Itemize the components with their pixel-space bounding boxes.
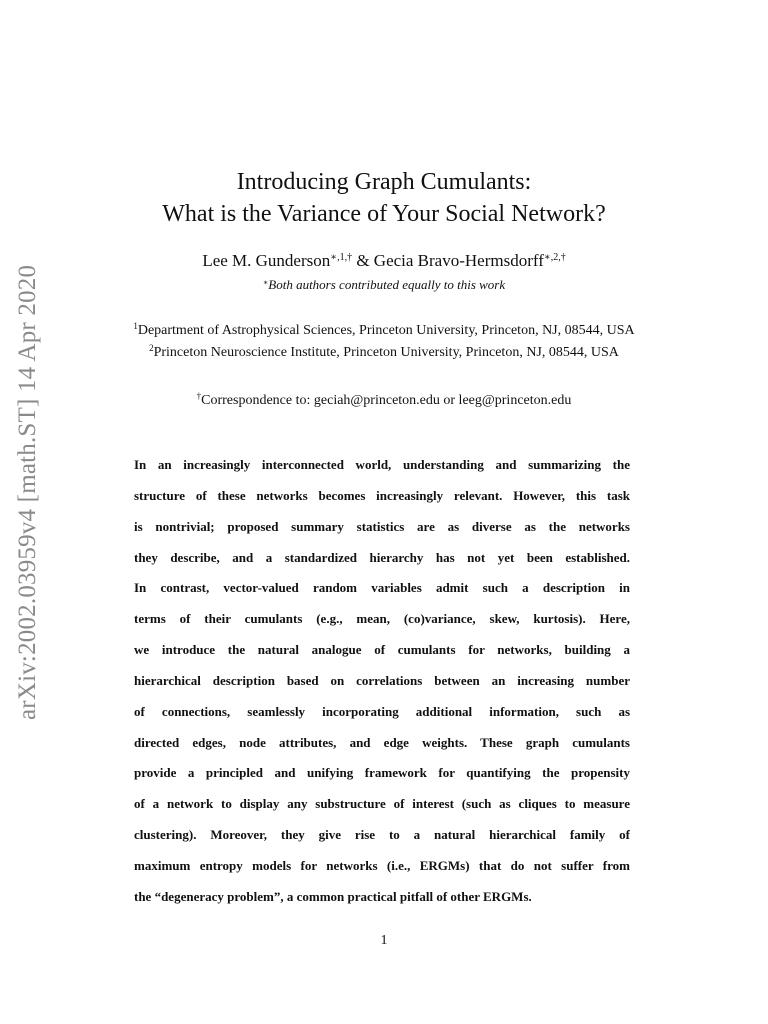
abstract-line: hierarchical description based on correlations between an increasing number — [134, 672, 630, 688]
abstract-line: terms of their cumulants (e.g., mean, (co)variance, skew, kurtosis). Here, — [134, 611, 630, 627]
paper-title — [0, 166, 768, 230]
abstract-line: of connections, seamlessly incorporating additional information, such as — [134, 703, 630, 719]
affiliations — [0, 320, 768, 364]
abstract-line: provide a principled and unifying framework for quantifying the propensity — [134, 765, 630, 781]
author-2-marks: ∗,2,† — [543, 252, 566, 263]
author-2-name: Gecia Bravo-Hermsdorff — [373, 251, 544, 270]
author-1-name: Lee M. Gunderson — [202, 251, 331, 270]
author-1-marks: ∗,1,† — [330, 252, 353, 263]
abstract-line: directed edges, node attributes, and edge weights. These graph cumulants — [134, 734, 630, 750]
equal-contribution-mark: ∗ — [262, 278, 269, 287]
title-line-2: What is the Variance of Your Social Network? — [162, 201, 606, 227]
abstract-line: In an increasingly interconnected world, understanding and summarizing the — [134, 457, 630, 472]
abstract-line: of a network to display any substructure of interest (such as cliques to measure — [134, 796, 630, 812]
abstract-line: structure of these networks becomes increasingly relevant. However, this task — [134, 487, 630, 503]
affiliation-1 — [0, 320, 768, 342]
author-connector: & — [352, 251, 374, 270]
affiliation-2-text: Princeton Neuroscience Institute, Princeton University, Princeton, NJ, 08544, USA — [153, 345, 619, 360]
page-number: 1 — [380, 933, 388, 948]
author-list — [0, 250, 768, 272]
abstract-line: is nontrivial; proposed summary statistics are as diverse as the networks — [134, 518, 630, 534]
abstract — [134, 450, 630, 913]
abstract-line: clustering). Moreover, they give rise to a natural hierarchical family of — [134, 827, 630, 843]
affiliation-2 — [0, 342, 768, 364]
correspondence-text: Correspondence to: geciah@princeton.edu or leeg@princeton.edu — [201, 393, 572, 408]
title-line-1: Introducing Graph Cumulants: — [236, 169, 532, 195]
arxiv-identifier-stamp: arXiv:2002.03959v4 [math.ST] 14 Apr 2020 — [14, 264, 41, 720]
abstract-line: maximum entropy models for networks (i.e., ERGMs) that do not suffer from — [134, 857, 630, 873]
abstract-line: we introduce the natural analogue of cumulants for networks, building a — [134, 642, 630, 658]
abstract-line: the “degeneracy problem”, a common practical pitfall of other ERGMs. — [134, 888, 532, 904]
affiliation-1-text: Department of Astrophysical Sciences, Princeton University, Princeton, NJ, 08544, USA — [137, 323, 635, 338]
equal-contribution-note — [0, 276, 768, 294]
abstract-line: they describe, and a standardized hierarchy has not yet been established. — [134, 549, 630, 565]
equal-contribution-text: Both authors contributed equally to this work — [268, 277, 506, 292]
correspondence-note — [0, 391, 768, 411]
affiliation-1-mark: 1 — [133, 321, 138, 331]
abstract-line: In contrast, vector-valued random variables admit such a description in — [134, 580, 630, 596]
correspondence-mark: † — [196, 391, 202, 401]
affiliation-2-mark: 2 — [149, 343, 154, 353]
